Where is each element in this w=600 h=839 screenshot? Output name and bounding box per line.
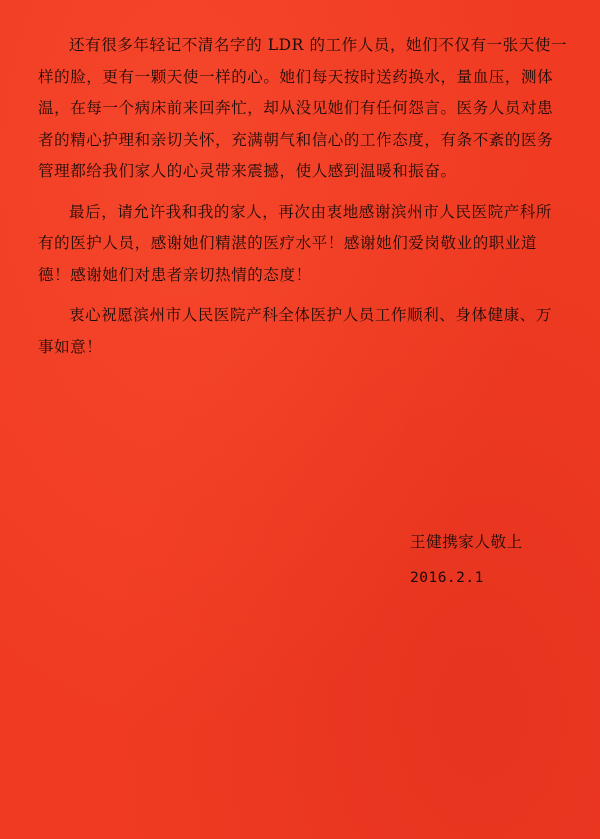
letter-paragraph-3: 衷心祝愿滨州市人民医院产科全体医护人员工作顺利、身体健康、万事如意！ (38, 306, 553, 356)
signature-block (410, 528, 580, 592)
letter-paragraph-1: 还有很多年轻记不清名字的 LDR 的工作人员，她们不仅有一张天使一样的脸，更有一颗天使一样的心。她们每天按时送药换水，量血压，测体温，在每一个病床前来回奔忙，却从没见她们有任何怨言。医务人员对患者的精心护理和亲切关怀，充满朝气和信心的工作态度，有条不紊的医务管理都给我们家人的心灵带来震撼，使人感到温暖和振奋。 (38, 36, 568, 180)
signer-name: 王健携家人敬上 (410, 533, 523, 551)
letter-body (38, 30, 568, 372)
letter-date: 2016.2.1 (410, 570, 484, 586)
letter-paragraph-2: 最后，请允许我和我的家人，再次由衷地感谢滨州市人民医院产科所有的医护人员，感谢她们精湛的医疗水平！感谢她们爱岗敬业的职业道德！感谢她们对患者亲切热情的态度！ (38, 202, 553, 284)
